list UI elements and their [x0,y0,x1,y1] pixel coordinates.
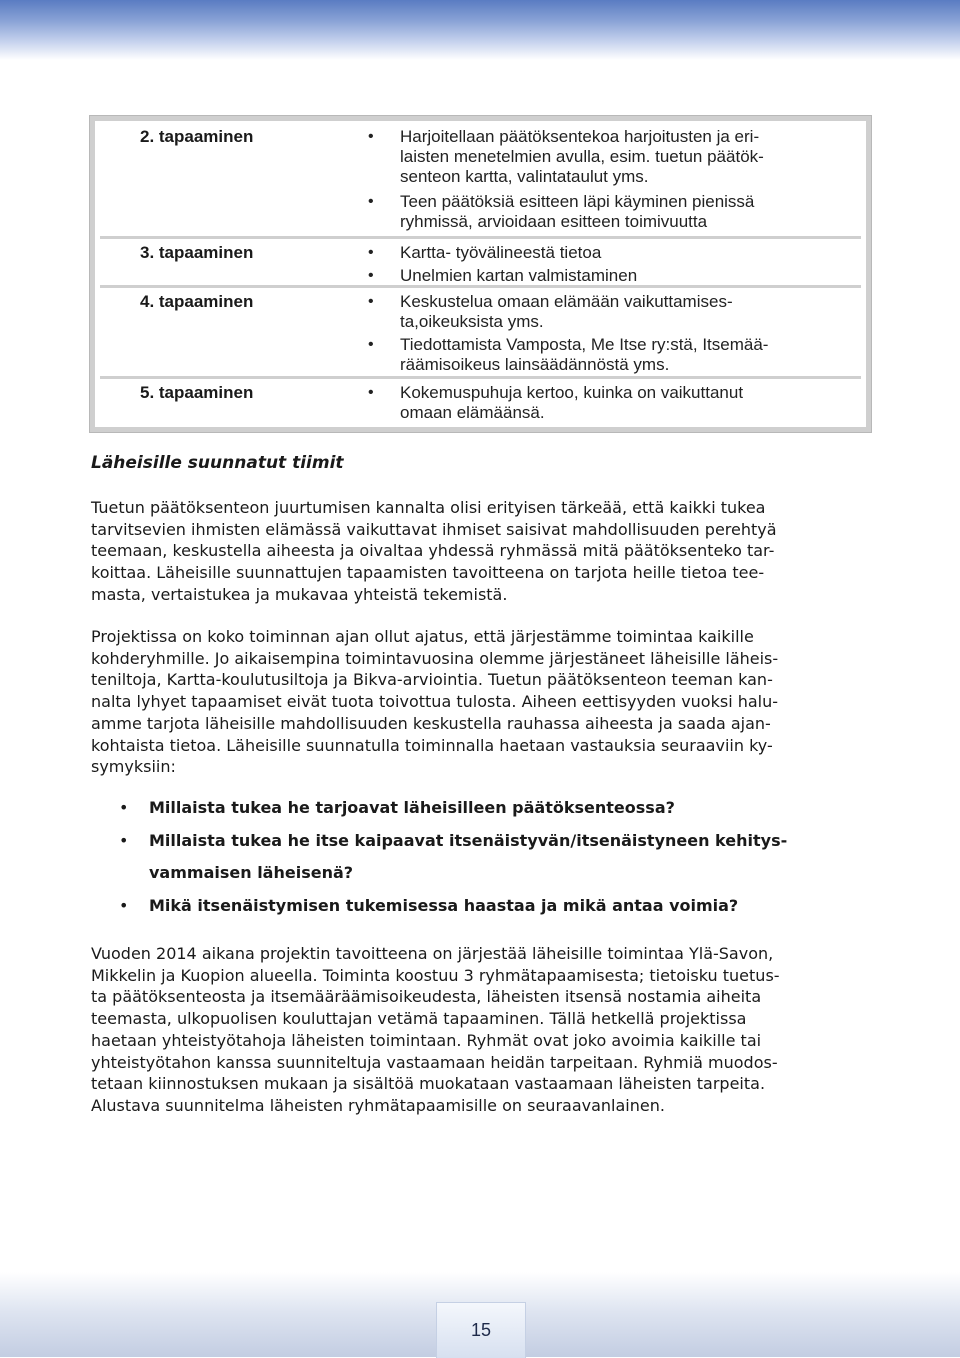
question-item: • Millaista tukea he itse kaipaavat itsenäistyvän/itsenäistyneen kehitys- vammaisen läheisenä? [91,825,868,889]
page-number: 15 [436,1302,526,1358]
question-item: • Mikä itsenäistymisen tukemisessa haastaa ja mikä antaa voimia? [91,890,868,922]
meeting-items [364,243,844,291]
meeting-label: 4. tapaaminen [140,292,254,311]
question-list [91,792,868,923]
table-row [100,123,861,244]
meeting-items [364,292,844,380]
meeting-items [364,127,844,237]
paragraph-plan: Vuoden 2014 aikana projektin tavoitteena on järjestää läheisille toimintaa Ylä-Savon, Mikkelin ja Kuopion alueella. Toiminta koostuu 3 ryhmätapaamisesta; tietoisku tuetus- ta päätöksenteosta ja itsemääräämisoikeudesta, läheisten itsensä nostamia aiheita teemasta, ulkopuolisen kouluttajan vetämä tapaaminen. Tällä hetkellä projektissa haetaan yhteistyötahoja läheisten toimintaan. Ryhmät ovat joko avoimia kaikille tai yhteistyötahon kanssa suunniteltuja vastaamaan heidän tarpeitaan. Ryhmiä muodos- tetaan kiinnostuksen mukaan ja sisältöä muokataan vastaamaan läheisten tarpeita. Alustava suunnitelma läheisten ryhmätapaamisille on seuraavanlainen. [91,944,780,1115]
question-item: • Millaista tukea he tarjoavat läheisilleen päätöksenteossa? [91,792,868,824]
list-item: • Keskustelua omaan elämään vaikuttamises- ta,oikeuksista yms. [364,292,844,332]
header-decoration [0,0,960,60]
section-heading: Läheisille suunnatut tiimit [91,453,344,473]
list-item: • Tiedottamista Vamposta, Me Itse ry:stä, Itsemää- räämisoikeus lainsäädännöstä yms. [364,335,844,375]
list-item: • Teen päätöksiä esitteen läpi käyminen pienissä ryhmissä, arvioidaan esitteen toimivuutta [364,192,844,232]
paragraph-intro: Tuetun päätöksenteon juurtumisen kannalta olisi erityisen tärkeää, että kaikki tukea tarvitsevien ihmisten elämässä vaikuttavat ihmiset saisivat mahdollisuuden perehtyä teemaan, keskustella aiheesta ja oivaltaa yhdessä ryhmässä mitä päätöksenteko tar- koittaa. Läheisille suunnattujen tapaamisten tavoitteena on tarjota heille tietoa tee- masta, vertaistukea ja mukavaa yhteistä tekemistä. [91,498,777,604]
table-row [100,379,861,429]
meeting-label: 2. tapaaminen [140,127,254,146]
paragraph-project: Projektissa on koko toiminnan ajan ollut ajatus, että järjestämme toimintaa kaikille kohderyhmille. Jo aikaisempina toimintavuosina olemme järjestäneet läheisille läheis- teniltoja, Kartta-koulutusiltoja ja Bikva-arviointia. Tuetun päätöksenteon teeman kan- nalta lyhyet tapaamiset eivät tuota toivottua tulosta. Aiheen eettisyyden vuoksi halu- amme tarjota läheisille mahdollisuuden keskustella rauhassa aiheesta ja saada ajan- kohtaista tietoa. Läheisille suunnatulla toiminnalla haetaan vastauksia seuraaviin ky- symyksiin: [91,627,779,777]
list-item: • Kartta- työvälineestä tietoa [364,243,844,263]
meeting-label: 5. tapaaminen [140,383,254,402]
meeting-items [364,383,844,428]
table-row [100,239,861,289]
list-item: • Unelmien kartan valmistaminen [364,266,844,286]
list-item: • Kokemuspuhuja kertoo, kuinka on vaikuttanut omaan elämäänsä. [364,383,844,423]
table-row [100,288,861,380]
list-item: • Harjoitellaan päätöksentekoa harjoitusten ja eri- laisten menetelmien avulla, esim. tuetun päätök- senteon kartta, valintataulut yms. [364,127,844,187]
meeting-schedule-table [90,116,871,432]
meeting-label: 3. tapaaminen [140,243,254,262]
